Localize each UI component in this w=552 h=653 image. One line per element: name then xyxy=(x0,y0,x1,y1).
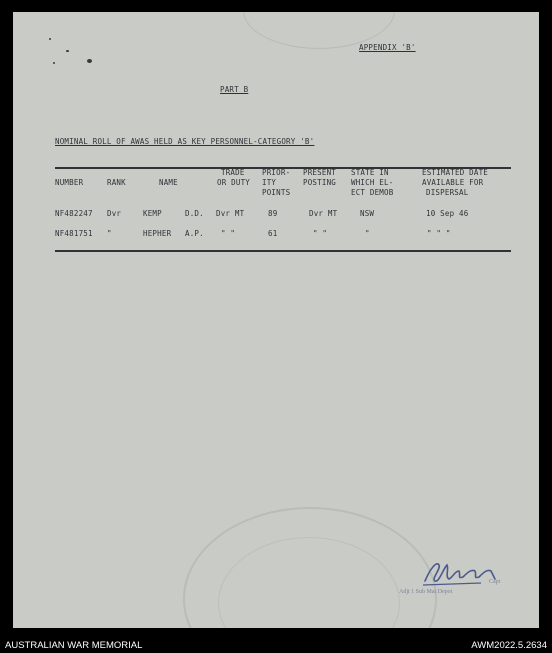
cell-trade: Dvr MT xyxy=(216,209,245,218)
cell-date: " " " xyxy=(427,229,451,238)
cell-initials: A.P. xyxy=(185,229,204,238)
cell-rank: Dvr xyxy=(107,209,122,218)
archive-footer xyxy=(0,636,552,653)
cell-points: 89 xyxy=(268,209,278,218)
cell-number: NF481751 xyxy=(55,229,93,238)
signature-title: Adjt 1 Sub Mat Depot xyxy=(399,589,453,595)
ink-speck xyxy=(49,38,51,40)
ink-speck xyxy=(87,59,92,63)
header-name: NAME xyxy=(159,178,178,187)
document-page xyxy=(13,12,539,628)
header-date: AVAILABLE FOR xyxy=(422,178,484,187)
header-rank: RANK xyxy=(107,178,126,187)
cell-state: " xyxy=(365,229,370,238)
header-trade: OR DUTY xyxy=(217,178,251,187)
cell-state: NSW xyxy=(360,209,375,218)
appendix-label: APPENDIX 'B' xyxy=(359,43,416,52)
cell-posting: " " xyxy=(313,229,328,238)
cell-surname: KEMP xyxy=(143,209,162,218)
cell-date: 10 Sep 46 xyxy=(426,209,469,218)
part-heading: PART B xyxy=(220,85,249,94)
header-state: ECT DEMOB xyxy=(351,188,394,197)
roll-title: NOMINAL ROLL OF AWAS HELD AS KEY PERSONNEL-CATEGORY 'B' xyxy=(55,137,315,146)
header-number: NUMBER xyxy=(55,178,84,187)
handwritten-signature xyxy=(421,557,516,589)
header-date: ESTIMATED DATE xyxy=(422,168,489,177)
cell-posting: Dvr MT xyxy=(309,209,338,218)
archive-name: AUSTRALIAN WAR MEMORIAL xyxy=(5,640,143,651)
archive-reference: AWM2022.5.2634 xyxy=(471,640,547,651)
ink-speck xyxy=(66,50,69,52)
header-priority: ITY xyxy=(262,178,277,187)
header-priority: PRIOR- xyxy=(262,168,291,177)
cell-trade: " " xyxy=(221,229,236,238)
cell-rank: " xyxy=(107,229,112,238)
header-state: WHICH EL- xyxy=(351,178,394,187)
cell-points: 61 xyxy=(268,229,278,238)
cell-number: NF482247 xyxy=(55,209,93,218)
header-priority: POINTS xyxy=(262,188,291,197)
signature-rank: Capt xyxy=(489,579,501,585)
cell-surname: HEPHER xyxy=(143,229,172,238)
header-trade: TRADE xyxy=(221,168,245,177)
header-state: STATE IN xyxy=(351,168,389,177)
header-posting: PRESENT xyxy=(303,168,337,177)
ink-speck xyxy=(53,62,55,64)
cell-initials: D.D. xyxy=(185,209,204,218)
header-date: DISPERSAL xyxy=(426,188,469,197)
header-posting: POSTING xyxy=(303,178,337,187)
table-bottom-rule xyxy=(55,250,511,252)
